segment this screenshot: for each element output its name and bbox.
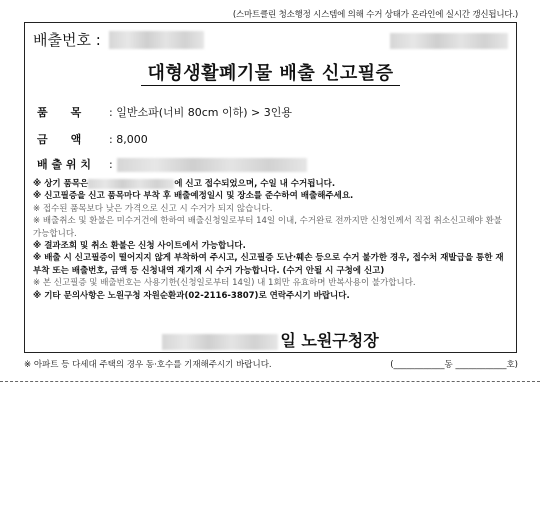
notice-line: ※ 상기 품목은 에 신고 접수되었으며, 수일 내 수거됩니다. <box>33 179 336 189</box>
redacted-header-info <box>390 33 508 49</box>
notice-line: ※ 배출 시 신고필증이 떨어지지 않게 부착하여 주시고, 신고필증 도난·훼손 등으로 수거 불가한 경우, 접수처 재발급을 통한 재부착 또는 배출번호, 금액 등 신청내역 재기재 시 수거 가능합니다. (수거 안될 시 구청에 신고) <box>33 253 504 276</box>
notice-line: ※ 신고필증을 신고 품목마다 부착 후 배출예정일시 및 장소를 준수하여 배출해주세요. <box>33 191 354 202</box>
redacted-address <box>117 158 307 172</box>
notice-list <box>33 178 506 302</box>
issuer-signature: 일 노원구청장 <box>25 328 516 351</box>
field-location <box>37 156 307 172</box>
certificate-frame <box>24 22 517 353</box>
field-location-label: 배 출 위 치 <box>37 158 91 171</box>
field-item <box>37 104 292 120</box>
field-amount-value: : 8,000 <box>109 133 148 146</box>
field-item-value: : 일반소파(너비 80cm 이하) > 3인용 <box>109 106 293 119</box>
field-amount-label: 금 액 <box>37 133 82 146</box>
notice-line: ※ 결과조회 및 취소 환불은 신청 사이트에서 가능합니다. <box>33 241 246 252</box>
unit-number-field: (____________동 ____________호) <box>390 360 518 370</box>
cut-line <box>0 381 540 382</box>
redacted-issue-date <box>162 334 278 350</box>
apartment-note: ※ 아파트 등 다세대 주택의 경우 동·호수를 기재해주시기 바랍니다. <box>24 360 272 370</box>
top-notice: (스마트클린 청소행정 시스템에 의해 수거 상태가 온라인에 실시간 갱신됩니다.) <box>232 10 518 20</box>
notice-line: ※ 기타 문의사항은 노원구청 자원순환과(02-2116-3807)로 연락주시기 바랍니다. <box>33 290 350 301</box>
field-amount <box>37 131 148 147</box>
redacted-report-number <box>109 31 204 49</box>
redacted-date <box>88 179 174 189</box>
bottom-note <box>24 358 518 370</box>
report-number-label: 배출번호 : <box>33 31 101 49</box>
field-location-value: : <box>109 158 113 171</box>
document-title: 대형생활폐기물 배출 신고필증 <box>25 59 516 85</box>
notice-line: ※ 본 신고필증 및 배출번호는 사용기한(신청일로부터 14일) 내 1회만 유효하며 반복사용이 불가합니다. <box>33 278 416 289</box>
notice-line: ※ 접수된 품목보다 낮은 가격으로 신고 시 수거가 되지 않습니다. <box>33 203 273 214</box>
field-item-label: 품 목 <box>37 106 82 119</box>
notice-line: ※ 배출취소 및 환불은 미수거건에 한하여 배출신청일로부터 14일 이내, 수거완료 전까지만 신청인께서 직접 취소신고해야 환불 가능합니다. <box>33 216 503 239</box>
